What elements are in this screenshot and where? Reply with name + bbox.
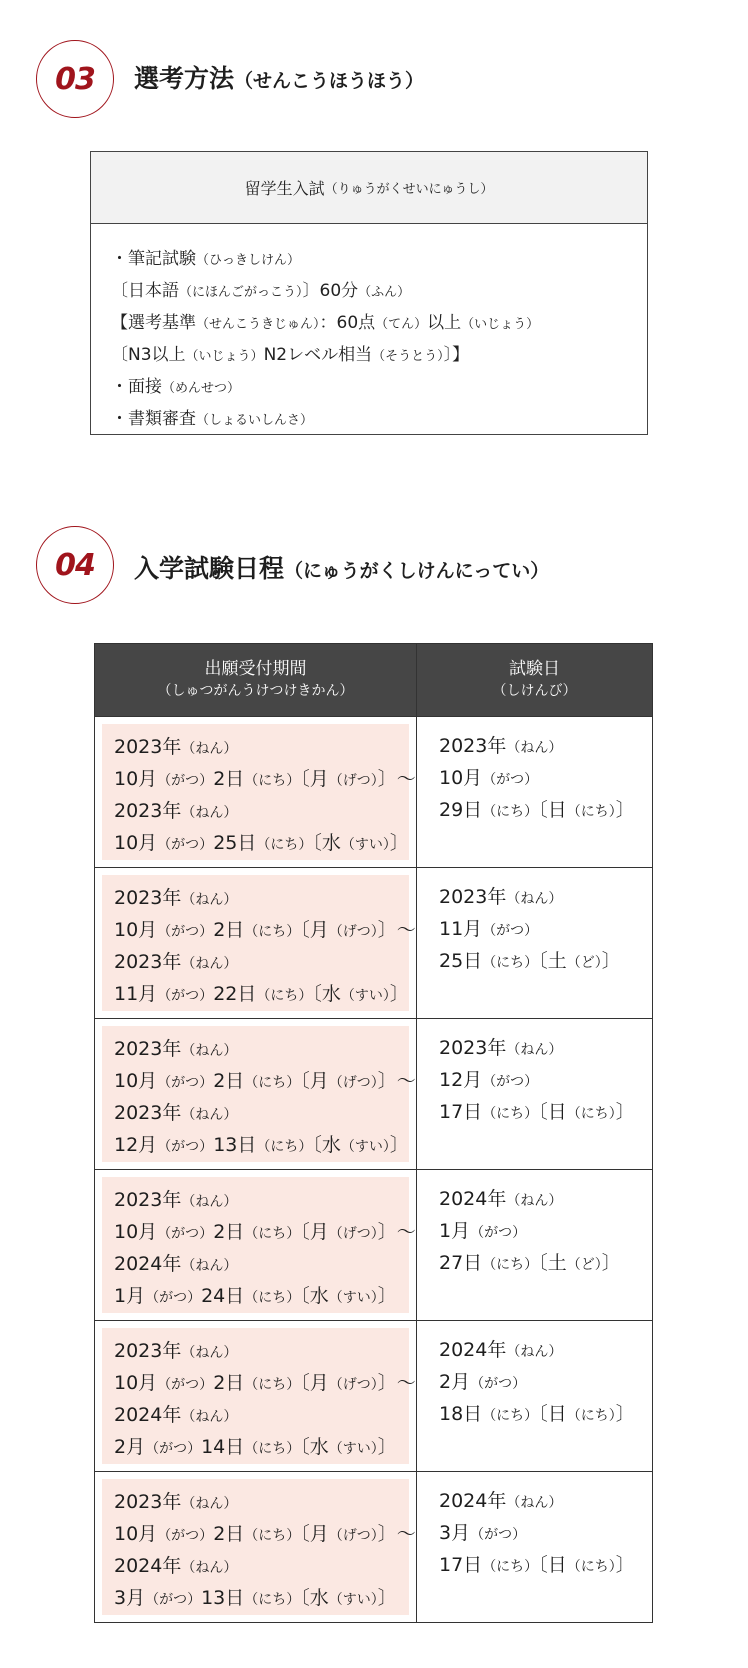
main-text: 2023年	[114, 951, 182, 973]
text-line	[114, 947, 409, 979]
section-04-number	[36, 526, 114, 604]
ruby-text: （がつ）	[470, 1225, 527, 1241]
exam-date-cell	[417, 717, 653, 868]
main-text: 27日	[439, 1252, 483, 1274]
text-line	[439, 882, 652, 914]
main-text: 2023年	[114, 887, 182, 909]
main-text: 1月	[114, 1285, 146, 1307]
ruby-text: （ねん）	[506, 1193, 563, 1209]
ruby-text: （しょるいしんさ）	[196, 413, 314, 428]
table-row	[95, 1321, 653, 1472]
main-text: 2月	[439, 1371, 471, 1393]
section-04-title-text: 入学試験日程	[134, 554, 285, 583]
section-04-title	[134, 554, 549, 586]
main-text: 29日	[439, 799, 483, 821]
ruby-text: （ねん）	[506, 740, 563, 756]
ruby-text: （がつ）	[157, 1377, 214, 1393]
ruby-text: （ねん）	[181, 956, 238, 972]
ruby-text: （がつ）	[145, 1441, 202, 1457]
ruby-text: （げつ）	[328, 1377, 378, 1393]
text-line	[111, 372, 627, 404]
text-line	[114, 1551, 409, 1583]
ruby-text: （ねん）	[181, 1258, 238, 1274]
text-line	[114, 979, 409, 1011]
ruby-text: （にち）	[482, 1559, 539, 1575]
ruby-text: （ひっきしけん）	[196, 253, 301, 268]
main-text: 〕	[389, 1134, 409, 1156]
main-text: 25日	[213, 832, 257, 854]
ruby-text: （にち）	[482, 1106, 539, 1122]
ruby-text: （がつ）	[157, 924, 214, 940]
ruby-text: （すい）	[328, 1592, 378, 1608]
section-03-title-text: 選考方法	[134, 64, 235, 93]
main-text: 2日	[213, 1221, 245, 1243]
exam-date-cell	[417, 1472, 653, 1623]
main-text: 2023年	[114, 1340, 182, 1362]
main-text: 2日	[213, 1372, 245, 1394]
ruby-text: （すい）	[340, 1139, 390, 1155]
main-text: 〕	[389, 983, 409, 1005]
ruby-text: （にち）	[244, 1377, 301, 1393]
text-line	[111, 404, 627, 436]
ruby-text: （にほんごがっこう）	[179, 285, 303, 300]
ruby-text: （ねん）	[181, 1560, 238, 1576]
text-line	[439, 1184, 652, 1216]
main-text: 〔月	[300, 1523, 329, 1545]
text-line	[111, 276, 627, 308]
main-text: 2024年	[439, 1188, 507, 1210]
ruby-text: （がつ）	[482, 772, 539, 788]
main-text: 〔月	[300, 1070, 329, 1092]
exam-date-cell	[417, 1321, 653, 1472]
main-text: 12月	[114, 1134, 158, 1156]
main-text: 〕60分	[302, 281, 359, 301]
ruby-text: （にち）	[482, 955, 539, 971]
text-line	[114, 796, 409, 828]
ruby-text: （にち）	[566, 1106, 616, 1122]
ruby-text: （がつ）	[470, 1527, 527, 1543]
main-text: 18日	[439, 1403, 483, 1425]
ruby-text: （ふん）	[358, 285, 411, 300]
main-text: 〕	[615, 1403, 635, 1425]
main-text: 11月	[439, 918, 483, 940]
main-text: 2024年	[114, 1404, 182, 1426]
ruby-text: （げつ）	[328, 924, 378, 940]
ruby-text: （にち）	[244, 924, 301, 940]
application-period-cell	[95, 1472, 417, 1623]
main-text: 2024年	[439, 1339, 507, 1361]
ruby-text: （がつ）	[157, 837, 214, 853]
ruby-text: （ねん）	[506, 1495, 563, 1511]
main-text: 2023年	[114, 1102, 182, 1124]
ruby-text: （ねん）	[181, 741, 238, 757]
main-text: 〔水	[300, 1285, 329, 1307]
ruby-text: （ねん）	[181, 1409, 238, 1425]
main-text: 10月	[114, 1372, 158, 1394]
ruby-text: （がつ）	[157, 773, 214, 789]
main-text: 【選考基準	[111, 313, 196, 333]
ruby-text: （いじょう）	[185, 349, 264, 364]
main-text: 〕	[615, 1554, 635, 1576]
ruby-text: （ど）	[566, 955, 602, 971]
main-text: ・書類審査	[111, 409, 196, 429]
main-text: 〔日	[538, 1554, 567, 1576]
main-text: 〔水	[300, 1436, 329, 1458]
selection-method-body	[91, 224, 647, 436]
main-text: 〕	[615, 1101, 635, 1123]
text-line	[439, 914, 652, 946]
main-text: 10月	[114, 768, 158, 790]
main-text: 2024年	[114, 1555, 182, 1577]
application-period-highlight	[102, 875, 416, 1011]
exam-date-cell	[417, 868, 653, 1019]
text-line	[114, 883, 409, 915]
ruby-text: （にち）	[256, 988, 313, 1004]
ruby-text: （にち）	[256, 837, 313, 853]
ruby-text: （にち）	[566, 1408, 616, 1424]
main-text: 3月	[114, 1587, 146, 1609]
text-line	[114, 1336, 409, 1368]
main-text: 〔水	[300, 1587, 329, 1609]
ruby-text: （にち）	[256, 1139, 313, 1155]
text-line	[114, 1281, 409, 1313]
table-row	[95, 1170, 653, 1321]
ruby-text: （にち）	[244, 1592, 301, 1608]
main-text: 10月	[439, 767, 483, 789]
text-line	[439, 763, 652, 795]
application-period-highlight	[102, 1026, 416, 1162]
ruby-text: （がつ）	[470, 1376, 527, 1392]
ruby-text: （てん）	[375, 317, 428, 332]
ruby-text: （ねん）	[181, 1107, 238, 1123]
section-04-title-ruby: （にゅうがくしけんにってい）	[284, 560, 550, 582]
ruby-text: （ねん）	[181, 805, 238, 821]
text-line	[114, 1217, 416, 1249]
main-text: ・筆記試験	[111, 249, 196, 269]
main-text: 2日	[213, 1523, 245, 1545]
ruby-text: （にち）	[482, 1257, 539, 1273]
text-line	[114, 1066, 416, 1098]
main-text: 〕〜	[377, 768, 416, 790]
text-line	[439, 1335, 652, 1367]
table-header-row	[95, 644, 653, 717]
main-text: 2023年	[114, 736, 182, 758]
ruby-text: （がつ）	[482, 1074, 539, 1090]
main-text: 〔月	[300, 1372, 329, 1394]
main-text: 10月	[114, 1523, 158, 1545]
ruby-text: （そうとう）	[372, 349, 444, 364]
text-line	[111, 244, 627, 276]
text-line	[439, 1065, 652, 1097]
application-period-cell	[95, 1019, 417, 1170]
ruby-text: （めんせつ）	[162, 381, 241, 396]
ruby-text: （ねん）	[506, 891, 563, 907]
ruby-text: （ねん）	[181, 892, 238, 908]
section-03-number	[36, 40, 114, 118]
ruby-text: （がつ）	[145, 1592, 202, 1608]
text-line	[114, 1130, 409, 1162]
main-text: 22日	[213, 983, 257, 1005]
text-line	[114, 1249, 409, 1281]
ruby-text: （すい）	[328, 1290, 378, 1306]
main-text: 〔日本語	[111, 281, 179, 301]
section-03-number-text: 03	[55, 61, 95, 97]
main-text: 〔月	[300, 919, 329, 941]
header-exam-date-label: 試験日	[509, 659, 560, 679]
application-period-highlight	[102, 1328, 416, 1464]
table-row	[95, 717, 653, 868]
main-text: 〕	[601, 1252, 621, 1274]
selection-method-header-text: 留学生入試	[244, 179, 325, 198]
ruby-text: （げつ）	[328, 1075, 378, 1091]
main-text: 2日	[213, 919, 245, 941]
application-period-highlight	[102, 724, 416, 860]
text-line	[439, 731, 652, 763]
ruby-text: （すい）	[328, 1441, 378, 1457]
text-line	[439, 1486, 652, 1518]
table-row	[95, 1472, 653, 1623]
main-text: 10月	[114, 1070, 158, 1092]
text-line	[114, 1185, 409, 1217]
ruby-text: （がつ）	[145, 1290, 202, 1306]
text-line	[114, 1400, 409, 1432]
ruby-text: （すい）	[340, 988, 390, 1004]
main-text: 10月	[114, 832, 158, 854]
main-text: 13日	[213, 1134, 257, 1156]
ruby-text: （げつ）	[328, 773, 378, 789]
text-line	[114, 1368, 416, 1400]
main-text: 17日	[439, 1101, 483, 1123]
text-line	[439, 1248, 652, 1280]
section-04-number-text: 04	[55, 547, 95, 583]
text-line	[114, 732, 409, 764]
text-line	[114, 1034, 409, 1066]
text-line	[439, 946, 652, 978]
header-application-period-ruby: （しゅつがんうけつけきかん）	[157, 683, 354, 699]
header-exam-date-ruby: （しけんび）	[492, 683, 577, 699]
main-text: 2023年	[439, 735, 507, 757]
text-line	[439, 1033, 652, 1065]
main-text: 12月	[439, 1069, 483, 1091]
main-text: N2レベル相当	[263, 345, 373, 365]
application-period-cell	[95, 868, 417, 1019]
text-line	[114, 915, 416, 947]
main-text: 〔月	[300, 1221, 329, 1243]
exam-schedule-table	[94, 643, 653, 1623]
ruby-text: （いじょう）	[461, 317, 540, 332]
selection-method-header	[91, 152, 647, 224]
ruby-text: （にち）	[482, 804, 539, 820]
main-text: 〔水	[312, 1134, 341, 1156]
main-text: 〔N3以上	[111, 345, 186, 365]
ruby-text: （がつ）	[157, 1139, 214, 1155]
main-text: 2024年	[439, 1490, 507, 1512]
ruby-text: （げつ）	[328, 1528, 378, 1544]
ruby-text: （にち）	[244, 1441, 301, 1457]
main-text: 〕〜	[377, 1372, 416, 1394]
main-text: 11月	[114, 983, 158, 1005]
section-03-title-ruby: （せんこうほうほう）	[234, 70, 425, 92]
ruby-text: （ねん）	[506, 1344, 563, 1360]
ruby-text: （がつ）	[482, 923, 539, 939]
application-period-highlight	[102, 1479, 416, 1615]
main-text: 2023年	[114, 1189, 182, 1211]
main-text: 10月	[114, 919, 158, 941]
main-text: 2023年	[439, 1037, 507, 1059]
main-text: 〕〜	[377, 919, 416, 941]
ruby-text: （がつ）	[157, 988, 214, 1004]
main-text: 14日	[201, 1436, 245, 1458]
ruby-text: （がつ）	[157, 1528, 214, 1544]
main-text: 1月	[439, 1220, 471, 1242]
main-text: 〕	[601, 950, 621, 972]
ruby-text: （がつ）	[157, 1226, 214, 1242]
text-line	[114, 828, 409, 860]
main-text: 2月	[114, 1436, 146, 1458]
application-period-cell	[95, 1321, 417, 1472]
application-period-cell	[95, 717, 417, 868]
text-line	[114, 1487, 409, 1519]
selection-method-header-ruby: （りゅうがくせいにゅうし）	[324, 182, 494, 197]
main-text: 2023年	[114, 800, 182, 822]
ruby-text: （にち）	[244, 1528, 301, 1544]
main-text: 〕〜	[377, 1523, 416, 1545]
main-text: 〔月	[300, 768, 329, 790]
main-text: 2024年	[114, 1253, 182, 1275]
main-text: 〕	[615, 799, 635, 821]
application-period-cell	[95, 1170, 417, 1321]
selection-method-box	[90, 151, 648, 435]
main-text: 〕	[377, 1285, 397, 1307]
main-text: 2日	[213, 768, 245, 790]
ruby-text: （せんこうきじゅん）	[196, 317, 320, 332]
text-line	[114, 1098, 409, 1130]
table-row	[95, 1019, 653, 1170]
main-text: 10月	[114, 1221, 158, 1243]
main-text: 〕〜	[377, 1070, 416, 1092]
header-application-period	[95, 644, 417, 717]
text-line	[439, 795, 652, 827]
text-line	[439, 1518, 652, 1550]
main-text: 〔日	[538, 1403, 567, 1425]
ruby-text: （がつ）	[157, 1075, 214, 1091]
main-text: 2日	[213, 1070, 245, 1092]
application-period-highlight	[102, 1177, 416, 1313]
main-text: 〔水	[312, 983, 341, 1005]
main-text: 〔水	[312, 832, 341, 854]
text-line	[111, 340, 627, 372]
main-text: 〕	[377, 1436, 397, 1458]
ruby-text: （げつ）	[328, 1226, 378, 1242]
main-text: 〔土	[538, 950, 567, 972]
main-text: ・面接	[111, 377, 162, 397]
header-exam-date	[417, 644, 653, 717]
main-text: 〔日	[538, 799, 567, 821]
main-text: 13日	[201, 1587, 245, 1609]
main-text: 3月	[439, 1522, 471, 1544]
text-line	[114, 1432, 409, 1464]
exam-date-cell	[417, 1170, 653, 1321]
text-line	[439, 1097, 652, 1129]
main-text: 〕】	[443, 345, 470, 365]
exam-date-cell	[417, 1019, 653, 1170]
main-text: 25日	[439, 950, 483, 972]
ruby-text: （ねん）	[181, 1496, 238, 1512]
text-line	[439, 1367, 652, 1399]
main-text: 〕	[389, 832, 409, 854]
ruby-text: （ねん）	[181, 1043, 238, 1059]
ruby-text: （にち）	[244, 1226, 301, 1242]
main-text: 〕〜	[377, 1221, 416, 1243]
main-text: 2023年	[114, 1491, 182, 1513]
ruby-text: （にち）	[244, 773, 301, 789]
ruby-text: （ねん）	[181, 1345, 238, 1361]
ruby-text: （にち）	[566, 1559, 616, 1575]
table-row	[95, 868, 653, 1019]
ruby-text: （にち）	[482, 1408, 539, 1424]
text-line	[439, 1216, 652, 1248]
main-text: 〔土	[538, 1252, 567, 1274]
main-text: 以上	[427, 313, 462, 333]
ruby-text: （ねん）	[506, 1042, 563, 1058]
ruby-text: （にち）	[244, 1290, 301, 1306]
text-line	[439, 1399, 652, 1431]
header-application-period-label: 出願受付期間	[204, 659, 307, 679]
main-text: 〕	[377, 1587, 397, 1609]
text-line	[114, 764, 416, 796]
text-line	[439, 1550, 652, 1582]
ruby-text: （にち）	[566, 804, 616, 820]
main-text: 2023年	[114, 1038, 182, 1060]
text-line	[114, 1519, 416, 1551]
ruby-text: （にち）	[244, 1075, 301, 1091]
ruby-text: （ねん）	[181, 1194, 238, 1210]
main-text: 〔日	[538, 1101, 567, 1123]
ruby-text: （ど）	[566, 1257, 602, 1273]
text-line	[114, 1583, 409, 1615]
main-text: 2023年	[439, 886, 507, 908]
ruby-text: （すい）	[340, 837, 390, 853]
section-03-title	[134, 64, 424, 96]
main-text: 17日	[439, 1554, 483, 1576]
text-line	[111, 308, 627, 340]
main-text: 24日	[201, 1285, 245, 1307]
main-text: ：60点	[319, 313, 376, 333]
